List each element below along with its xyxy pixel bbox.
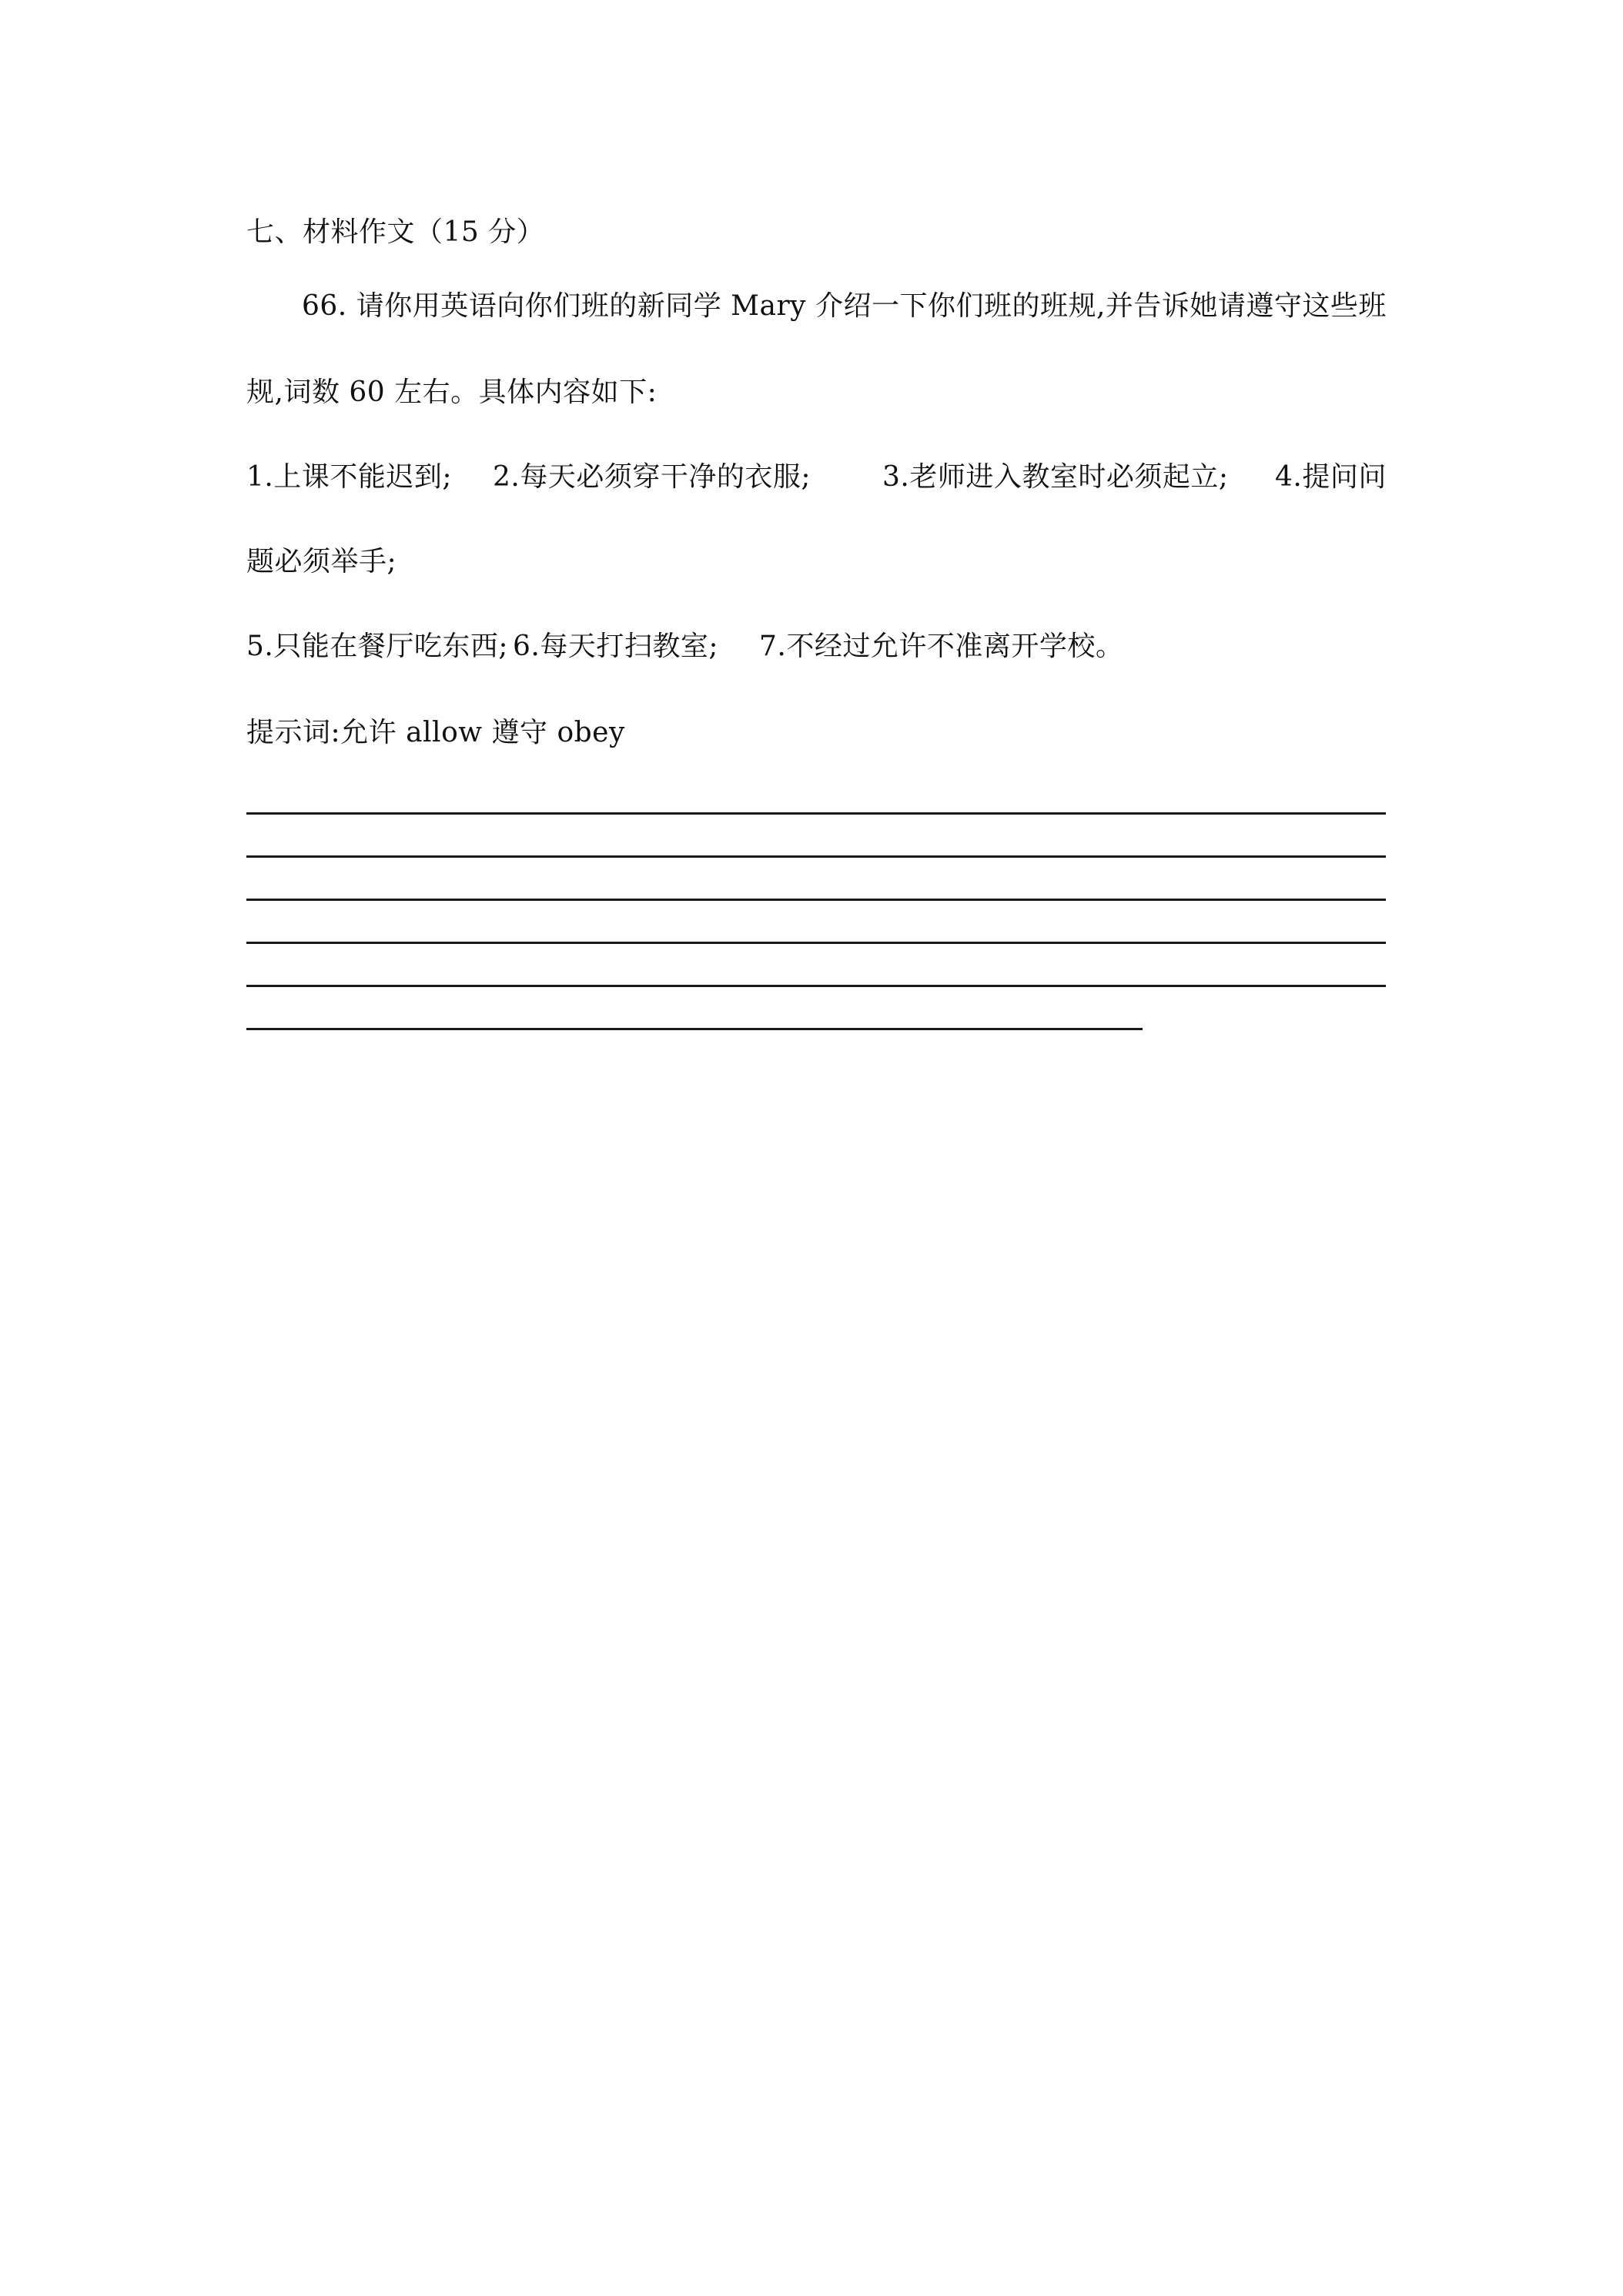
question-prompt-line-1: 66. 请你用英语向你们班的新同学 Mary 介绍一下你们班的班规,并告诉她请遵守这些班: [302, 290, 1387, 322]
answer-writing-line[interactable]: [246, 985, 1386, 987]
rule-item: 6.每天打扫教室;: [513, 631, 718, 662]
hint-words: 提示词:允许 allow 遵守 obey: [246, 717, 625, 748]
rule-item: 1.上课不能迟到;: [246, 461, 452, 493]
rule-item: 2.每天必须穿干净的衣服;: [493, 461, 811, 493]
rule-item: 3.老师进入教室时必须起立;: [882, 461, 1229, 493]
rule-item: 7.不经过允许不准离开学校。: [759, 631, 1124, 662]
rule-item: 4.提问问: [1275, 461, 1387, 493]
rule-item: 5.只能在餐厅吃东西;: [246, 631, 508, 662]
section-heading: 七、材料作文（15 分）: [246, 216, 545, 248]
answer-writing-line[interactable]: [246, 855, 1386, 858]
answer-writing-line[interactable]: [246, 899, 1386, 901]
answer-writing-line[interactable]: [246, 1028, 1143, 1030]
answer-writing-line[interactable]: [246, 942, 1386, 944]
answer-writing-line[interactable]: [246, 812, 1386, 815]
rule-item-continuation: 题必须举手;: [246, 546, 397, 577]
question-prompt-line-2: 规,词数 60 左右。具体内容如下:: [246, 377, 658, 408]
